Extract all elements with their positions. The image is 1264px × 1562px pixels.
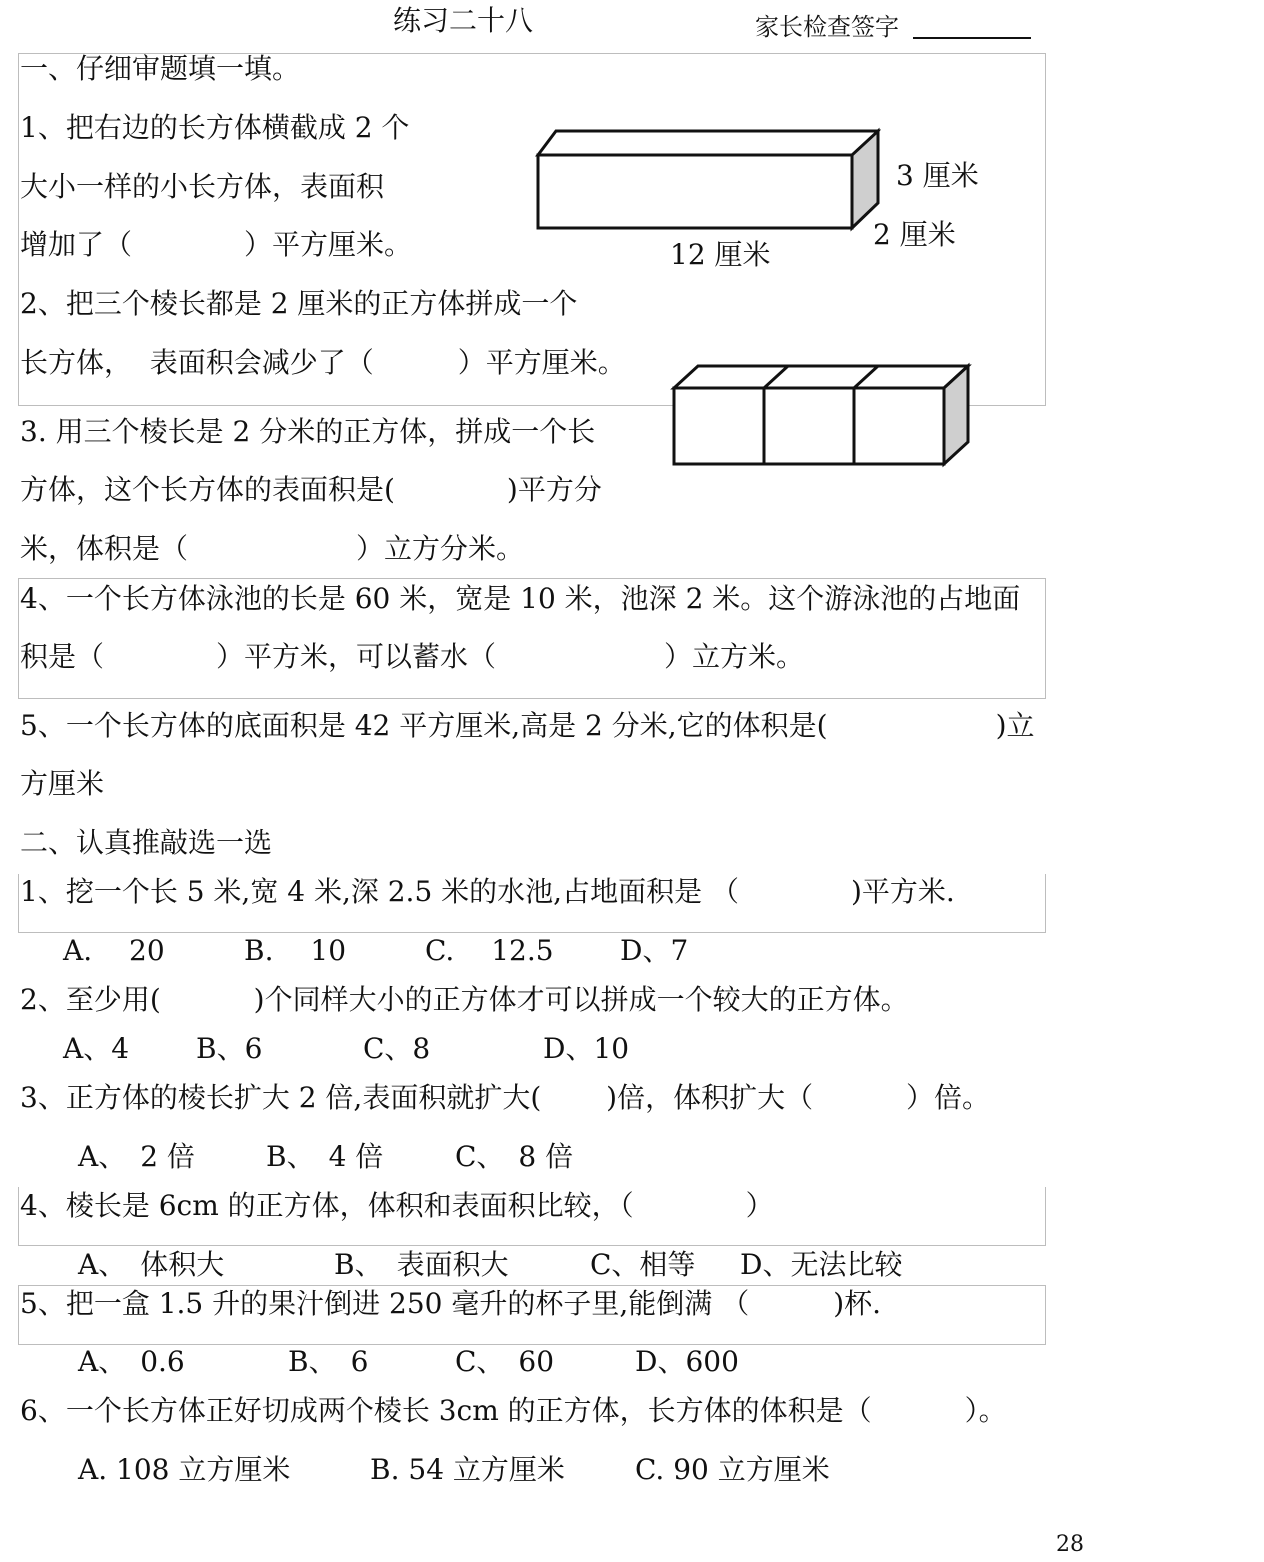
mc-q2-option-b[interactable]: B、6: [196, 1032, 263, 1065]
worksheet-title: 练习二十八: [393, 4, 534, 37]
mc-q4: 4、棱长是 6cm 的正方体，体积和表面积比较，（ ）: [20, 1189, 774, 1222]
mc-q1-option-c[interactable]: C. 12.5: [425, 934, 554, 967]
q2-line-1: 2、把三个棱长都是 2 厘米的正方体拼成一个: [20, 287, 578, 320]
mc-q1-option-b[interactable]: B. 10: [244, 934, 347, 967]
mc-q3: 3、正方体的棱长扩大 2 倍,表面积就扩大( )倍，体积扩大（ ）倍。: [20, 1081, 990, 1114]
cuboid-width-label: 2 厘米: [873, 218, 956, 251]
cuboid-figure: [530, 125, 890, 235]
q1-line-3: 增加了（ ）平方厘米。: [20, 228, 413, 261]
mc-q2-option-c[interactable]: C、8: [363, 1032, 431, 1065]
mc-q1: 1、挖一个长 5 米,宽 4 米,深 2.5 米的水池,占地面积是 （ )平方米.: [20, 875, 955, 908]
mc-q2-option-d[interactable]: D、10: [543, 1032, 630, 1065]
section1-heading: 一、仔细审题填一填。: [20, 52, 301, 85]
parent-sign-label: 家长检查签字: [755, 13, 899, 41]
q3-line-2: 方体，这个长方体的表面积是( )平方分: [20, 473, 602, 506]
q1-line-1: 1、把右边的长方体横截成 2 个: [20, 111, 410, 144]
mc-q1-option-a[interactable]: A. 20: [63, 934, 165, 967]
cuboid-height-label: 3 厘米: [896, 159, 979, 192]
parent-sign-line[interactable]: [913, 37, 1031, 39]
mc-q5-option-d[interactable]: D、600: [635, 1345, 739, 1378]
mc-q4-option-a[interactable]: A、 体积大: [78, 1248, 225, 1281]
mc-q2: 2、至少用( )个同样大小的正方体才可以拼成一个较大的正方体。: [20, 983, 909, 1016]
cuboid-length-label: 12 厘米: [670, 238, 771, 271]
q5-line-1: 5、一个长方体的底面积是 42 平方厘米,高是 2 分米,它的体积是( )立: [20, 709, 1035, 742]
mc-q3-option-c[interactable]: C、 8 倍: [455, 1140, 574, 1173]
mc-q4-option-d[interactable]: D、无法比较: [740, 1248, 903, 1281]
mc-q6-option-a[interactable]: A. 108 立方厘米: [78, 1453, 291, 1486]
mc-q3-option-b[interactable]: B、 4 倍: [266, 1140, 384, 1173]
mc-q4-option-b[interactable]: B、 表面积大: [334, 1248, 509, 1281]
mc-q3-option-a[interactable]: A、 2 倍: [78, 1140, 195, 1173]
mc-q6-option-c[interactable]: C. 90 立方厘米: [635, 1453, 830, 1486]
mc-q5-option-b[interactable]: B、 6: [288, 1345, 369, 1378]
q3-line-3: 米，体积是（ ）立方分米。: [20, 532, 525, 565]
q5-line-2: 方厘米: [20, 767, 105, 800]
mc-q2-option-a[interactable]: A、4: [63, 1032, 130, 1065]
q2-line-2: 长方体， 表面积会减少了（ ）平方厘米。: [20, 346, 626, 379]
q4-line-1: 4、一个长方体泳池的长是 60 米，宽是 10 米，池深 2 米。这个游泳池的占地面: [20, 582, 1021, 615]
mc-q1-option-d[interactable]: D、7: [620, 934, 689, 967]
section2-heading: 二、认真推敲选一选: [20, 826, 273, 859]
q4-line-2: 积是（ ）平方米，可以蓄水（ ）立方米。: [20, 640, 805, 673]
three-cubes-figure: [670, 362, 975, 470]
q1-line-2: 大小一样的小长方体，表面积: [20, 170, 385, 203]
mc-q5-option-c[interactable]: C、 60: [455, 1345, 555, 1378]
page-number: 28: [1056, 1532, 1084, 1557]
mc-q4-option-c[interactable]: C、相等: [590, 1248, 696, 1281]
mc-q6-option-b[interactable]: B. 54 立方厘米: [370, 1453, 565, 1486]
mc-q5: 5、把一盒 1.5 升的果汁倒进 250 毫升的杯子里,能倒满 （ )杯.: [20, 1287, 882, 1320]
mc-q5-option-a[interactable]: A、 0.6: [78, 1345, 185, 1378]
q3-line-1: 3. 用三个棱长是 2 分米的正方体，拼成一个长: [20, 415, 596, 448]
mc-q6: 6、一个长方体正好切成两个棱长 3cm 的正方体，长方体的体积是（ ）。: [20, 1394, 1007, 1427]
